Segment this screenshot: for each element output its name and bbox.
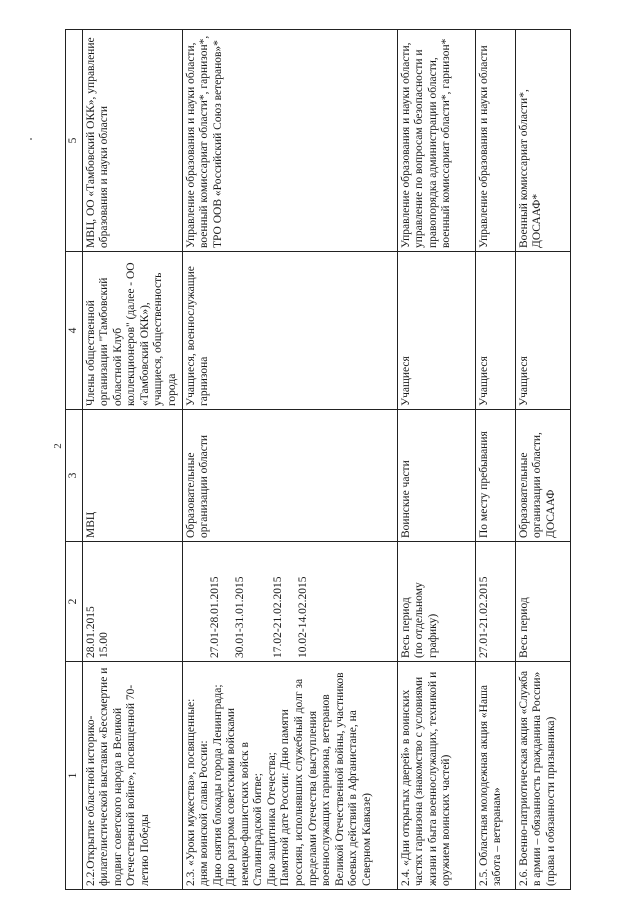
header-col-4: 4 — [66, 252, 83, 410]
time-line: 15.00 — [98, 632, 111, 658]
page-number: 2 — [52, 443, 64, 449]
event-item: дням воинской славы России: — [198, 740, 211, 886]
dates-cell — [397, 542, 475, 662]
participants-cell: Учащиеся — [475, 252, 515, 410]
event-cell: 2.4. «Дни открытых дверей» в воинских частях гарнизона (знакомство с условиями жизни и быта военнослужащих, техникой и оружием воинских частей) — [397, 662, 475, 890]
rotated-table-frame — [65, 30, 620, 890]
header-col-3: 3 — [66, 410, 83, 542]
responsible-cell: МВЦ, ОО «Тамбовский ОКК», управление образования и науки области — [82, 30, 182, 252]
header-row — [66, 30, 83, 890]
date-line: 30.01-31.01.2015 — [234, 576, 247, 658]
event-item: Дню снятия блокады города Ленинграда; — [211, 684, 224, 886]
event-item: Памятной дате России: Дню памяти россиян, исполнявших служебный долг за пределами Отечества (выступления военнослужащих гарнизона, ветеранов Великой Отечественной войны, участников боевых действий в Афганистане, на Северном Кавказе) — [279, 672, 373, 886]
event-cell: 2.6. Военно-патриотическая акция «Служба в армии – обязанность гражданина России» (права и обязанности призывника) — [515, 662, 570, 890]
dates-cell: 27.01-21.02.2015 — [475, 542, 515, 662]
event-cell: 2.5. Областная молодежная акция «Наша забота – ветеранам» — [475, 662, 515, 890]
dates-cell: Весь период — [515, 542, 570, 662]
dates-cell — [82, 542, 182, 662]
date-line: Весь период — [399, 597, 412, 658]
participants-cell: Учащиеся — [397, 252, 475, 410]
date-line: 17.02-21.02.2015 — [271, 576, 284, 658]
event-item: Дню защитника Отечества; — [265, 752, 278, 886]
header-col-1: 1 — [66, 662, 83, 890]
place-cell: Образовательные организации области — [182, 410, 397, 542]
date-line: 27.01-28.01.2015 — [208, 576, 221, 658]
participants-cell: Члены общественной организации "Тамбовский областной Клуб коллекционеров" (далее - ОО «Тамбовский ОКК»), учащиеся, общественность города — [82, 252, 182, 410]
responsible-cell: Управление образования и науки области, управление по вопросам безопасности и правопорядка администрации области, военный комиссариат области*, гарнизон* — [397, 30, 475, 252]
table-row — [82, 30, 182, 890]
date-line: 10.02-14.02.2015 — [297, 576, 310, 658]
place-cell: МВЦ — [82, 410, 182, 542]
event-item: Дню разгрома советскими войсками немецко-фашистских войск в Сталинградской битве; — [225, 708, 265, 886]
rotated-table-container — [65, 30, 620, 890]
participants-cell: Учащиеся, военнослужащие гарнизона — [182, 252, 397, 410]
table-row — [182, 30, 397, 890]
header-col-5: 5 — [66, 30, 83, 252]
responsible-cell: Военный комиссариат области*, ДОСААФ* — [515, 30, 570, 252]
place-cell: Образовательные организации области, ДОСААФ — [515, 410, 570, 542]
date-line: 28.01.2015 — [84, 606, 97, 658]
table-row — [397, 30, 475, 890]
responsible-cell: Управление образования и науки области — [475, 30, 515, 252]
scan-artifact-dot — [30, 138, 32, 140]
place-cell: По месту пребывания — [475, 410, 515, 542]
participants-cell: Учащиеся — [515, 252, 570, 410]
date-note: (по отдельному графику) — [413, 582, 439, 658]
event-cell: 2.2.Открытие областной историко-филателистической выставки «Бессмертие и подвиг советского народа в Великой Отечественной войне», посвященной 70-летию Победы — [82, 662, 182, 890]
header-col-2: 2 — [66, 542, 83, 662]
event-intro: 2.3. «Уроки мужества», посвященные: — [184, 698, 197, 886]
table-row — [475, 30, 515, 890]
table-row — [515, 30, 570, 890]
event-cell — [182, 662, 397, 890]
dates-cell — [182, 542, 397, 662]
place-cell: Воинские части — [397, 410, 475, 542]
events-table — [65, 29, 571, 890]
responsible-cell: Управление образования и науки области, военный комиссариат области*, гарнизон*, ТРО ООВ «Российский Союз ветеранов»* — [182, 30, 397, 252]
